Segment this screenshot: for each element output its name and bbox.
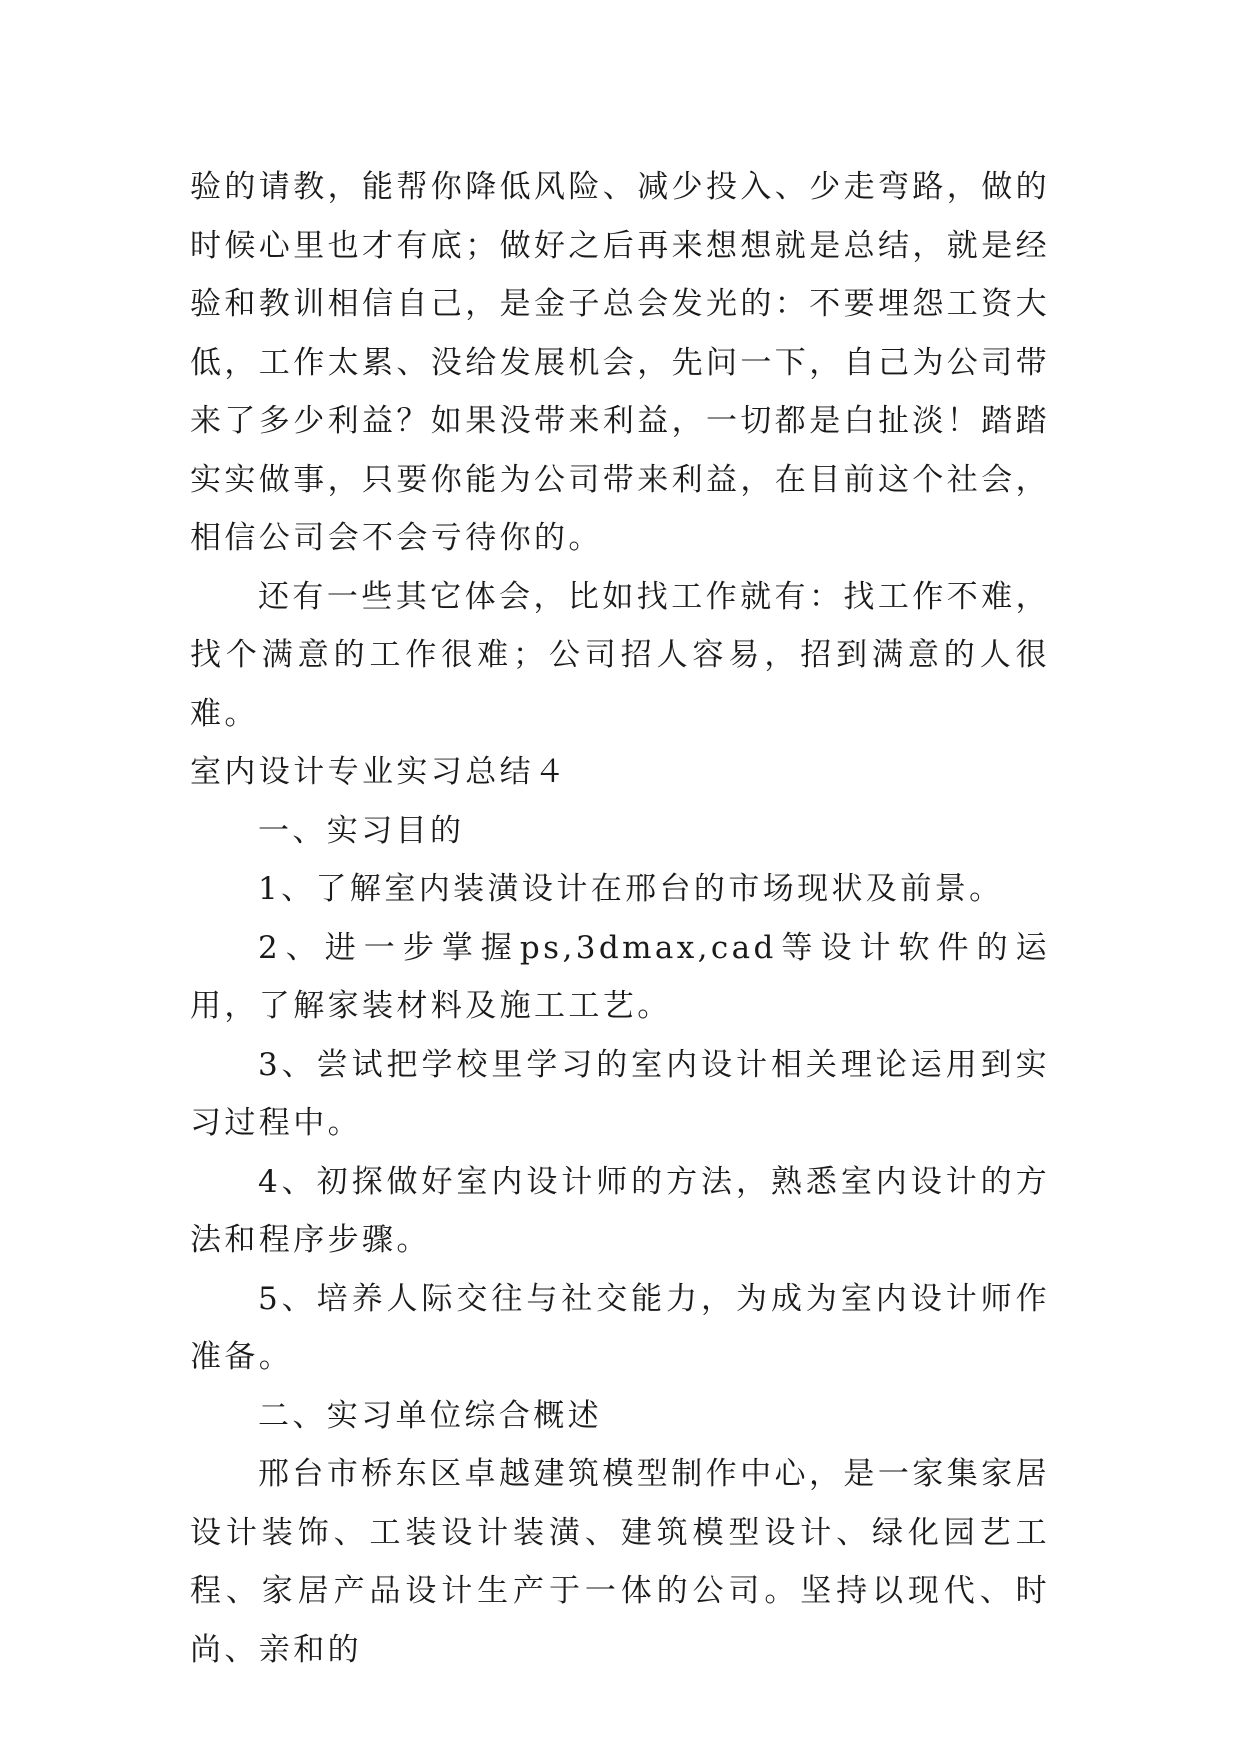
heading-company-overview: 二、实习单位综合概述 (258, 1397, 602, 1434)
list-item-3: 3、尝试把学校里学习的室内设计相关理论运用到实习过程中。 (190, 1046, 1050, 1141)
paragraph-continued: 验的请教，能帮你降低风险、减少投入、少走弯路，做的时候心里也才有底；做好之后再来想想就是总结，就是经验和教训相信自己，是金子总会发光的：不要埋怨工资大低，工作太累、没给发展机会，先问一下，自己为公司带来了多少利益？如果没带来利益，一切都是白扯淡！踏踏实实做事，只要你能为公司带来利益，在目前这个社会，相信公司会不会亏待你的。 (190, 169, 1050, 556)
list-item-5: 5、培养人际交往与社交能力，为成为室内设计师作准备。 (190, 1280, 1050, 1375)
list-item-2: 2、进一步掌握ps,3dmax,cad等设计软件的运用，了解家装材料及施工工艺。 (190, 929, 1050, 1024)
list-item-4: 4、初探做好室内设计师的方法，熟悉室内设计的方法和程序步骤。 (190, 1163, 1050, 1258)
paragraph-company: 邢台市桥东区卓越建筑模型制作中心，是一家集家居设计装饰、工装设计装潢、建筑模型设计、绿化园艺工程、家居产品设计生产于一体的公司。坚持以现代、时尚、亲和的 (190, 1456, 1050, 1668)
heading-purpose: 一、实习目的 (258, 812, 465, 849)
list-item-1: 1、了解室内装潢设计在邢台的市场现状及前景。 (258, 871, 1004, 907)
paragraph-experience: 还有一些其它体会，比如找工作就有：找工作不难，找个满意的工作很难；公司招人容易，招到满意的人很难。 (190, 578, 1050, 732)
document-body (190, 158, 1050, 1679)
section-title: 室内设计专业实习总结４ (190, 754, 569, 790)
